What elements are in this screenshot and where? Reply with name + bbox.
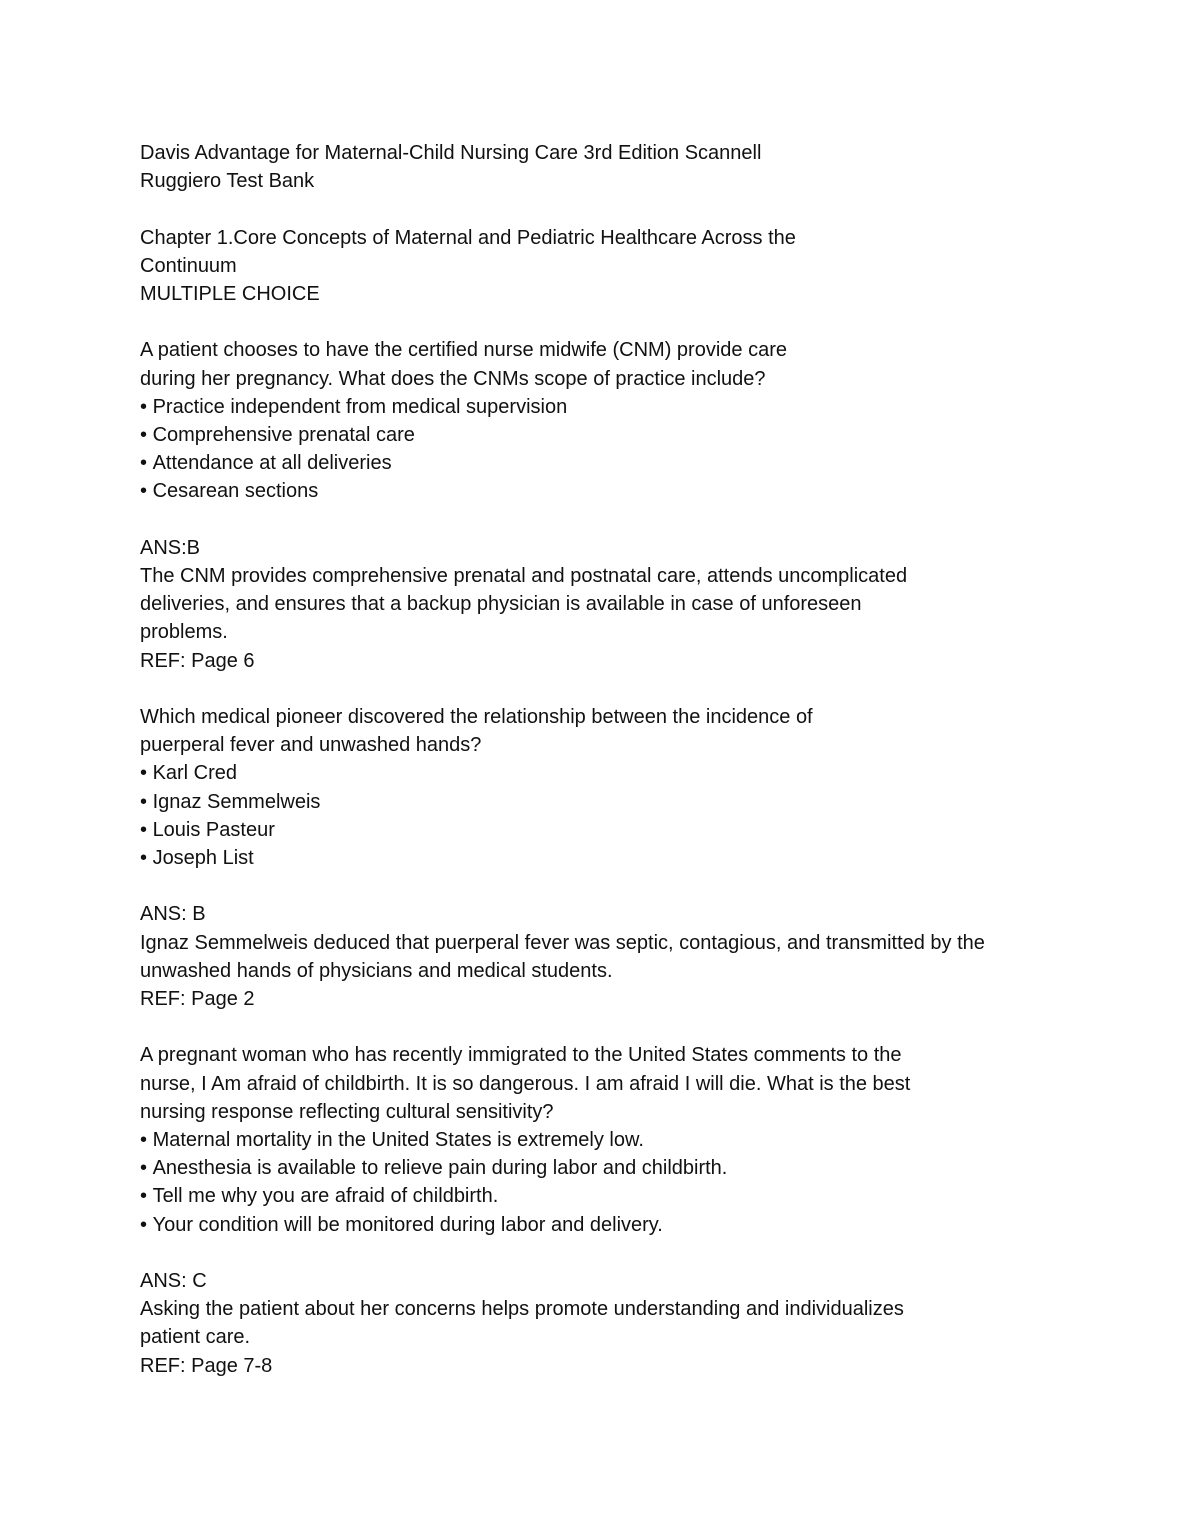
answer-option: • Tell me why you are afraid of childbirth.: [140, 1182, 1060, 1210]
question-1: [140, 336, 1060, 505]
document-title: [140, 139, 1060, 195]
spacer: [140, 675, 1060, 703]
section-heading: MULTIPLE CHOICE: [140, 283, 320, 305]
question-stem-line: during her pregnancy. What does the CNMs scope of practice include?: [140, 367, 766, 390]
document-content: [140, 139, 1060, 1380]
answer-block-2: [140, 900, 1060, 1013]
answer-key: ANS: C: [140, 1270, 207, 1293]
spacer: [140, 1013, 1060, 1041]
answer-option: • Comprehensive prenatal care: [140, 421, 1060, 449]
rationale-line: patient care.: [140, 1326, 251, 1349]
reference: REF: Page 6: [140, 649, 255, 672]
reference: REF: Page 7-8: [140, 1354, 273, 1377]
spacer: [140, 195, 1060, 223]
answer-block-1: [140, 534, 1060, 675]
answer-option: • Anesthesia is available to relieve pain during labor and childbirth.: [140, 1154, 1060, 1182]
question-stem-line: Which medical pioneer discovered the relationship between the incidence of: [140, 706, 813, 728]
question-stem-line: A pregnant woman who has recently immigrated to the United States comments to the: [140, 1044, 902, 1067]
answer-option: • Karl Cred: [140, 759, 1060, 787]
question-stem-line: nurse, I Am afraid of childbirth. It is so dangerous. I am afraid I will die. What is the best: [140, 1072, 911, 1095]
title-line: Davis Advantage for Maternal-Child Nursing Care 3rd Edition Scannell: [140, 142, 762, 164]
rationale-line: unwashed hands of physicians and medical students.: [140, 959, 613, 982]
answer-option: • Practice independent from medical supervision: [140, 393, 1060, 421]
chapter-line: Chapter 1.Core Concepts of Maternal and Pediatric Healthcare Across the: [140, 226, 796, 249]
answer-option: • Maternal mortality in the United States is extremely low.: [140, 1126, 1060, 1154]
spacer: [140, 872, 1060, 900]
answer-option: • Cesarean sections: [140, 477, 1060, 505]
title-line: Ruggiero Test Bank: [140, 170, 315, 193]
answer-option: • Ignaz Semmelweis: [140, 788, 1060, 816]
question-2: [140, 703, 1060, 872]
rationale-line: problems.: [140, 621, 228, 644]
rationale-line: Asking the patient about her concerns helps promote understanding and individualizes: [140, 1298, 904, 1321]
spacer: [140, 308, 1060, 336]
spacer: [140, 1239, 1060, 1267]
reference: REF: Page 2: [140, 988, 255, 1011]
question-3: [140, 1041, 1060, 1238]
answer-option: • Louis Pasteur: [140, 816, 1060, 844]
spacer: [140, 506, 1060, 534]
answer-option: • Your condition will be monitored during labor and delivery.: [140, 1211, 1060, 1239]
chapter-heading: [140, 224, 1060, 280]
rationale-line: deliveries, and ensures that a backup physician is available in case of unforeseen: [140, 593, 862, 616]
rationale-line: The CNM provides comprehensive prenatal and postnatal care, attends uncomplicated: [140, 565, 908, 587]
rationale-line: Ignaz Semmelweis deduced that puerperal fever was septic, contagious, and transmitted by the: [140, 931, 985, 954]
question-stem-line: A patient chooses to have the certified nurse midwife (CNM) provide care: [140, 339, 787, 362]
question-stem-line: nursing response reflecting cultural sensitivity?: [140, 1100, 554, 1123]
answer-key: ANS: B: [140, 903, 206, 926]
answer-option: • Joseph List: [140, 844, 1060, 872]
question-stem-line: puerperal fever and unwashed hands?: [140, 734, 482, 757]
chapter-line: Continuum: [140, 254, 237, 277]
answer-option: • Attendance at all deliveries: [140, 449, 1060, 477]
answer-key: ANS:B: [140, 536, 201, 559]
answer-block-3: [140, 1267, 1060, 1380]
